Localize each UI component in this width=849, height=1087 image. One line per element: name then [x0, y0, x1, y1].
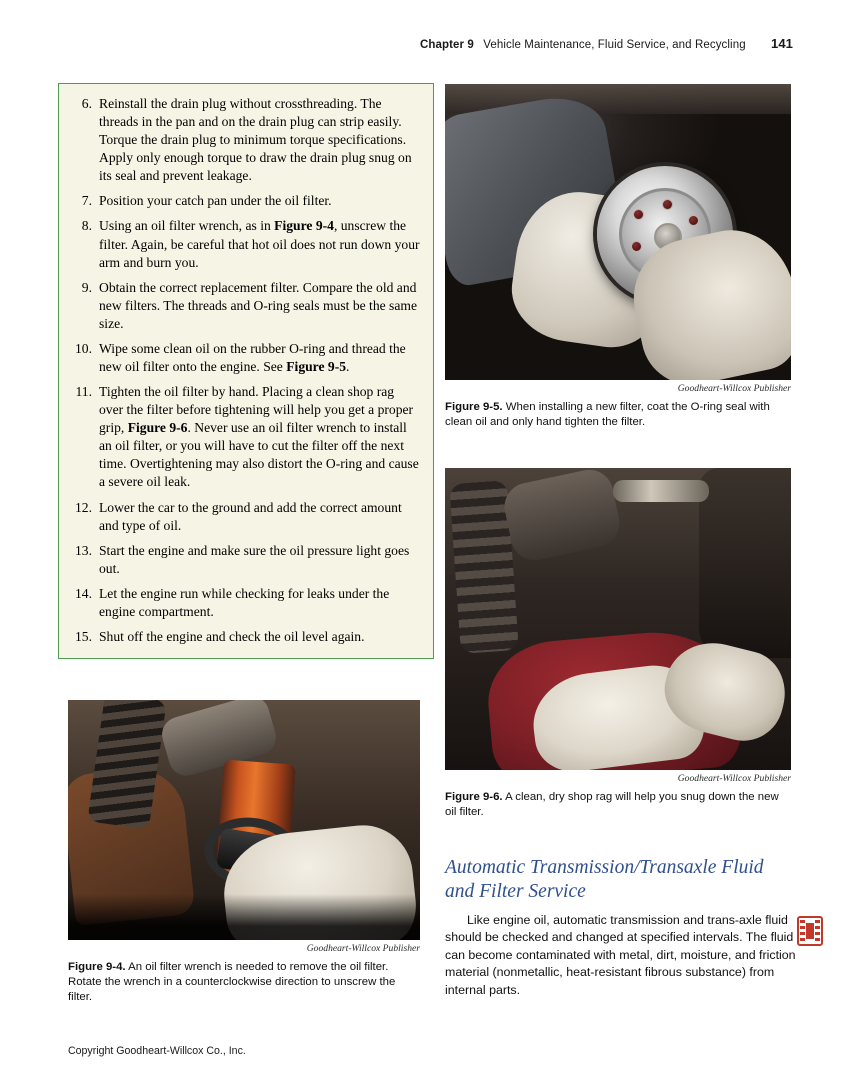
section-paragraph: Like engine oil, automatic transmission and trans-axle fluid should be checked and changed at specified intervals. The fluid can become contaminated with metal, dirt, moisture, and friction material (nonmetallic, heat-resistant fibrous substance) from internal parts.	[445, 912, 796, 997]
procedure-step-number: 8.	[81, 218, 92, 234]
figure-9-6-photo	[445, 468, 791, 770]
figure-9-4-photo	[68, 700, 420, 940]
procedure-steps-box	[58, 83, 434, 659]
procedure-step	[68, 340, 420, 376]
procedure-step-number: 14.	[75, 585, 92, 601]
page-number: 141	[771, 36, 793, 51]
oil-filter-port-shape	[631, 241, 642, 252]
procedure-step-text: Obtain the correct replacement filter. Compare the old and new filters. The threads and O-ring seals must be the same size.	[99, 279, 417, 331]
procedure-step-text: Using an oil filter wrench, as in Figure 9-4, unscrew the filter. Again, be careful that hot oil does not run down your arm and burn you.	[99, 218, 420, 270]
engine-shadow-shape	[699, 468, 791, 658]
page-header	[0, 36, 849, 51]
procedure-step-number: 11.	[75, 384, 92, 400]
figure-reference: Figure 9-4	[274, 218, 334, 234]
oil-filter-port-shape	[633, 209, 644, 220]
figure-9-5	[445, 84, 791, 430]
procedure-step-number: 7.	[81, 193, 92, 209]
procedure-step	[68, 628, 420, 646]
figure-reference: Figure 9-6	[127, 420, 188, 436]
figure-9-5-label: Figure 9-5.	[445, 401, 503, 413]
procedure-step-number: 15.	[75, 629, 92, 645]
procedure-step-number: 12.	[75, 499, 92, 515]
footer-copyright: Copyright Goodheart-Willcox Co., Inc.	[68, 1045, 246, 1057]
section-block	[445, 856, 797, 1000]
procedure-step-text: Shut off the engine and check the oil level again.	[99, 629, 365, 645]
film-body	[806, 923, 814, 939]
oil-filter-shape	[613, 488, 709, 634]
procedure-step-text: Lower the car to the ground and add the correct amount and type of oil.	[99, 499, 402, 533]
figure-9-6-caption	[445, 790, 791, 820]
figure-reference: Figure 9-5	[286, 359, 347, 375]
figure-9-6-caption-text: A clean, dry shop rag will help you snug down the new oil filter.	[445, 791, 779, 818]
figure-9-5-caption	[445, 400, 791, 430]
procedure-step-text: Tighten the oil filter by hand. Placing a clean shop rag over the filter before tightening will help you get a proper grip, Figure 9-6. Never use an oil filter wrench to install an oil filter, or you will have to cut the filter off the next time. Overtightening may also distort the O-ring and cause a severe oil leak.	[99, 384, 419, 490]
procedure-step-number: 6.	[81, 96, 92, 111]
procedure-step	[68, 95, 420, 185]
video-icon[interactable]	[797, 916, 823, 946]
procedure-step	[68, 279, 420, 333]
figure-9-4-caption	[68, 960, 420, 1005]
procedure-step	[68, 585, 420, 621]
procedure-step	[68, 542, 420, 578]
figure-9-6-credit: Goodheart-Willcox Publisher	[677, 773, 791, 784]
procedure-step-number: 13.	[75, 542, 92, 558]
figure-9-5-photo	[445, 84, 791, 380]
procedure-step-text: Start the engine and make sure the oil pressure light goes out.	[99, 542, 410, 576]
procedure-step	[68, 217, 420, 271]
figure-9-6	[445, 468, 791, 820]
oil-filter-port-shape	[688, 215, 699, 226]
procedure-step	[68, 499, 420, 535]
procedure-step	[68, 383, 420, 491]
procedure-step-text: Let the engine run while checking for leaks under the engine compartment.	[99, 585, 390, 619]
figure-9-4-label: Figure 9-4.	[68, 961, 126, 973]
figure-9-6-label: Figure 9-6.	[445, 791, 503, 803]
figure-9-5-credit: Goodheart-Willcox Publisher	[677, 383, 791, 394]
figure-9-5-caption-text: When installing a new filter, coat the O-ring seal with clean oil and only hand tighten the filter.	[445, 401, 770, 428]
procedure-step-text: Position your catch pan under the oil filter.	[99, 193, 332, 209]
left-column	[58, 83, 434, 659]
photo-shadow-overlay	[68, 894, 420, 940]
procedure-step-number: 9.	[81, 279, 92, 295]
header-chapter-label: Chapter 9	[419, 39, 474, 51]
procedure-step-list	[68, 95, 420, 646]
section-heading: Automatic Transmission/Transaxle Fluid and Filter Service	[445, 857, 764, 902]
oil-filter-port-shape	[662, 199, 673, 210]
figure-9-4-caption-text: An oil filter wrench is needed to remove the oil filter. Rotate the wrench in a counterclockwise direction to unscrew the filter.	[68, 961, 396, 1003]
procedure-step-text: Reinstall the drain plug without crossthreading. The threads in the pan and on the drain plug can strip easily. Torque the drain plug to minimum torque specifications. Apply only enough torque to draw the drain plug snug on its seal and prevent leakage.	[99, 96, 412, 184]
procedure-step-text: Wipe some clean oil on the rubber O-ring and thread the new oil filter onto the engine. See Figure 9-5.	[99, 340, 406, 375]
figure-9-4	[68, 700, 420, 1005]
procedure-step	[68, 192, 420, 210]
procedure-step-number: 10.	[75, 340, 92, 356]
figure-9-4-credit: Goodheart-Willcox Publisher	[306, 943, 420, 954]
film-strip-left	[800, 920, 805, 942]
film-strip-right	[815, 920, 820, 942]
header-chapter-title: Vehicle Maintenance, Fluid Service, and Recycling	[483, 39, 746, 51]
